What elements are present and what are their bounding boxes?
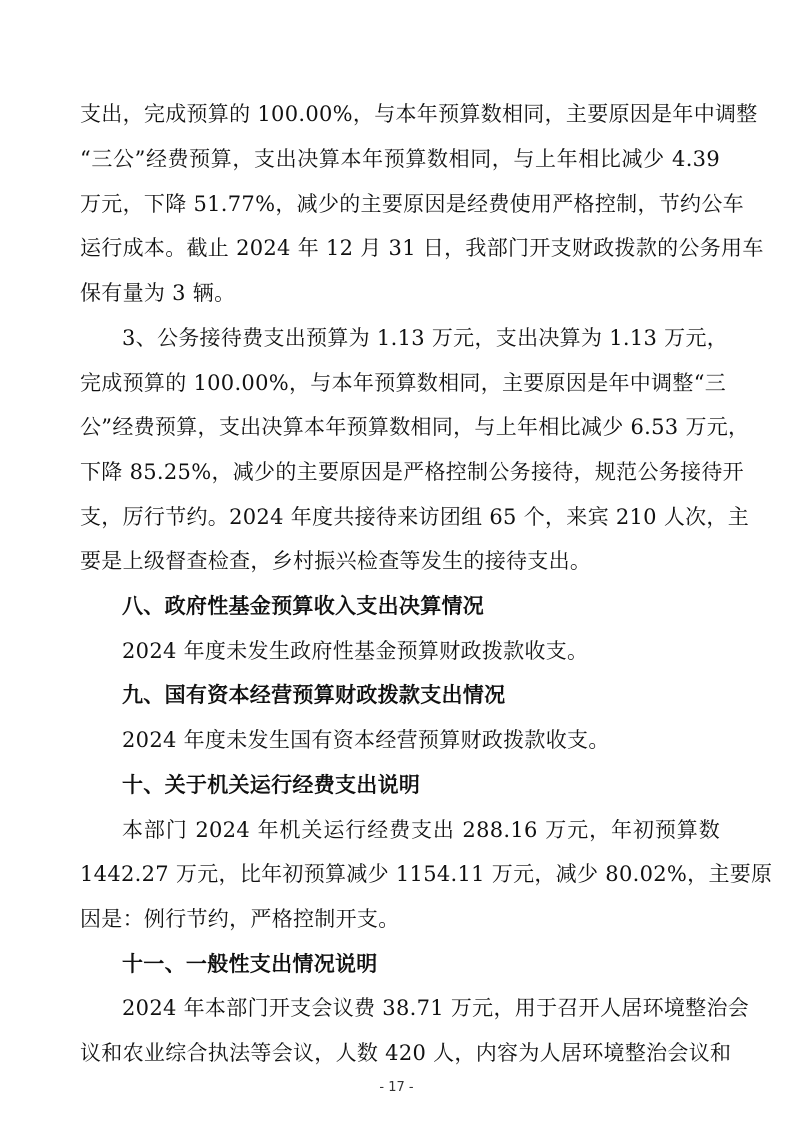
section-heading: 九、国有资本经营预算财政拨款支出情况 xyxy=(122,683,506,707)
text-line: 支出，完成预算的 100.00%，与本年预算数相同，主要原因是年中调整 xyxy=(80,102,758,126)
text-line: 1442.27 万元，比年初预算减少 1154.11 万元，减少 80.02%，主要原 xyxy=(80,862,773,886)
text-line: 2024 年度未发生国有资本经营预算财政拨款收支。 xyxy=(122,728,610,752)
text-line: 议和农业综合执法等会议，人数 420 人，内容为人居环境整治会议和 xyxy=(80,1041,732,1065)
text-line: 保有量为 3 辆。 xyxy=(80,281,236,305)
section-heading: 十一、一般性支出情况说明 xyxy=(122,952,378,976)
text-line: 2024 年度未发生政府性基金预算财政拨款收支。 xyxy=(122,639,589,663)
text-line: 万元，下降 51.77%，减少的主要原因是经费使用严格控制，节约公车 xyxy=(80,192,744,216)
text-line: 公”经费预算，支出决算本年预算数相同，与上年相比减少 6.53 万元， xyxy=(80,415,750,439)
text-line: “三公”经费预算，支出决算本年预算数相同，与上年相比减少 4.39 xyxy=(80,147,720,171)
text-line: 下降 85.25%，减少的主要原因是严格控制公务接待，规范公务接待开 xyxy=(80,460,744,484)
section-heading: 八、政府性基金预算收入支出决算情况 xyxy=(122,594,485,618)
text-line: 因是：例行节约，严格控制开支。 xyxy=(80,907,400,931)
text-line: 支，厉行节约。2024 年度共接待来访团组 65 个，来宾 210 人次，主 xyxy=(80,505,750,529)
text-line: 本部门 2024 年机关运行经费支出 288.16 万元，年初预算数 xyxy=(122,818,720,842)
section-heading: 十、关于机关运行经费支出说明 xyxy=(122,773,421,797)
text-line: 2024 年本部门开支会议费 38.71 万元，用于召开人居环境整治会 xyxy=(122,996,750,1020)
text-line: 完成预算的 100.00%，与本年预算数相同，主要原因是年中调整“三 xyxy=(80,371,727,395)
page-number: - 17 - xyxy=(379,1080,414,1095)
text-line: 3、公务接待费支出预算为 1.13 万元，支出决算为 1.13 万元， xyxy=(122,326,729,350)
text-line: 运行成本。截止 2024 年 12 月 31 日，我部门开支财政拨款的公务用车 xyxy=(80,236,764,260)
text-line: 要是上级督查检查，乡村振兴检查等发生的接待支出。 xyxy=(80,549,592,573)
